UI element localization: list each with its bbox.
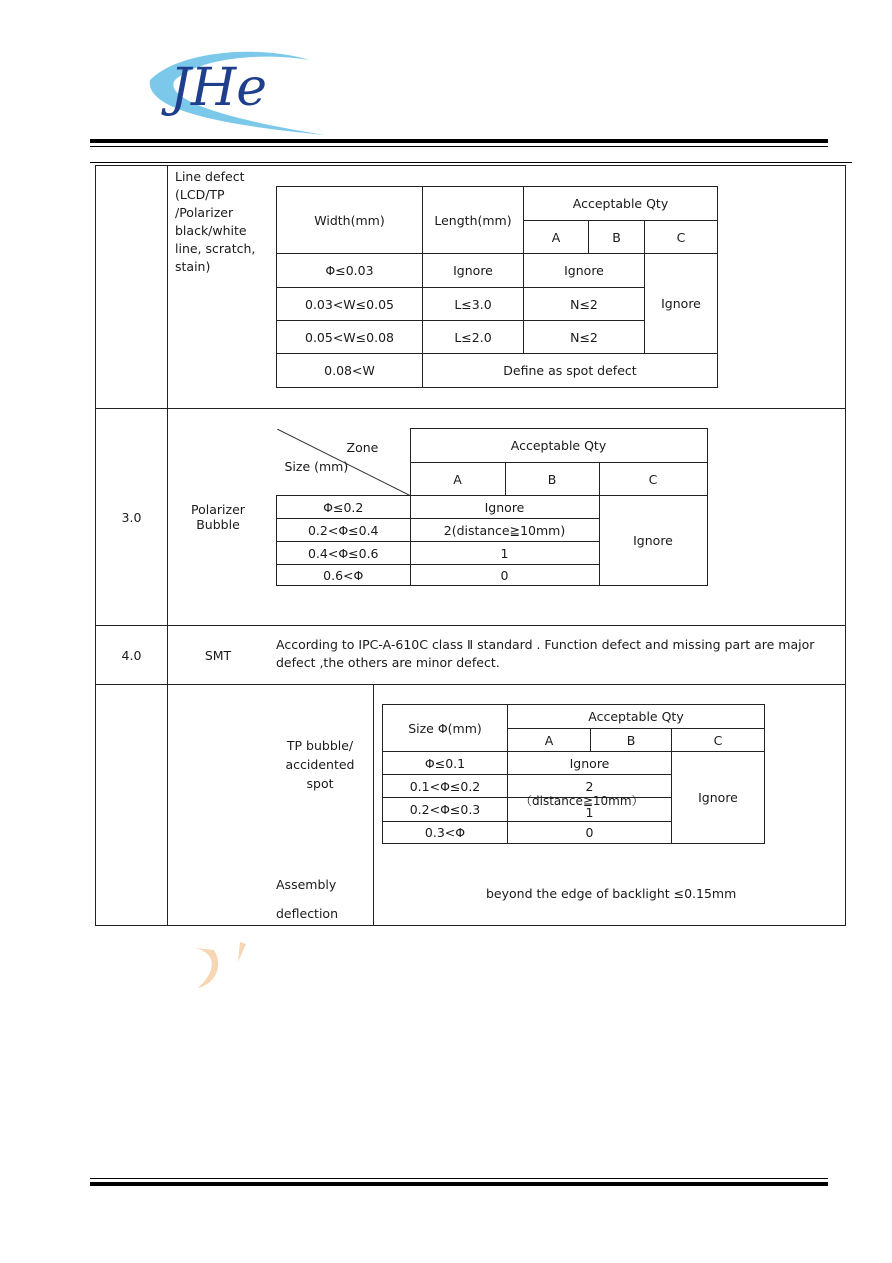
inspection-table bbox=[95, 165, 846, 926]
zone-c: C bbox=[599, 463, 707, 496]
table-cell: Ignore bbox=[410, 496, 599, 519]
table-cell: Φ≤0.2 bbox=[277, 496, 411, 519]
smt-description: According to IPC-A-610C class Ⅱ standard . Function defect and missing part are major defect ,the others are minor defect. bbox=[276, 637, 815, 670]
tp-bubble-table bbox=[382, 704, 765, 844]
zone-c: C bbox=[645, 221, 718, 254]
table-cell: 1 bbox=[410, 542, 599, 565]
polarizer-item: Polarizer Bubble bbox=[191, 502, 245, 532]
table-cell: 2 bbox=[508, 775, 672, 798]
col-header: Width(mm) bbox=[277, 187, 423, 254]
table-cell: 0.03<W≤0.05 bbox=[277, 288, 423, 321]
assembly-value: beyond the edge of backlight ≤0.15mm bbox=[486, 886, 737, 901]
zone-c: C bbox=[672, 729, 765, 752]
svg-text:JHe: JHe bbox=[170, 58, 267, 118]
table-cell: N≤2 bbox=[524, 288, 645, 321]
distance-note: （distance≧10mm） bbox=[520, 794, 644, 808]
diagonal-header: Zone Size (mm) bbox=[277, 429, 411, 496]
col-header: Size Φ(mm) bbox=[383, 705, 508, 752]
table-cell: 0.1<Φ≤0.2 bbox=[383, 775, 508, 798]
footer-rule-thick bbox=[90, 1182, 828, 1186]
table-cell: Φ≤0.03 bbox=[277, 254, 423, 288]
table-cell: Ignore bbox=[645, 254, 718, 354]
table-cell: Ignore bbox=[599, 496, 707, 586]
table-cell: 0.6<Φ bbox=[277, 565, 411, 586]
table-cell: 0.2<Φ≤0.3 bbox=[383, 798, 508, 822]
table-cell: 0.3<Φ bbox=[383, 822, 508, 844]
line-defect-item: Line defect (LCD/TP /Polarizer black/white line, scratch, stain) bbox=[175, 169, 256, 274]
table-cell: Ignore bbox=[524, 254, 645, 288]
table-cell: Ignore bbox=[672, 752, 765, 844]
zone-b: B bbox=[589, 221, 645, 254]
table-cell: Φ≤0.1 bbox=[383, 752, 508, 775]
line-defect-table bbox=[276, 186, 718, 388]
zone-a: A bbox=[508, 729, 591, 752]
smt-no: 4.0 bbox=[121, 647, 142, 663]
header-rule-thin bbox=[90, 146, 828, 147]
col-header: Length(mm) bbox=[423, 187, 524, 254]
tp-bubble-item: TP bubble/ accidented spot bbox=[285, 738, 355, 791]
table-cell: （distance≧10mm） 1 bbox=[508, 798, 672, 822]
zone-a: A bbox=[524, 221, 589, 254]
header-rule-long bbox=[90, 162, 852, 163]
header-rule-thick bbox=[90, 139, 828, 143]
table-cell: L≤3.0 bbox=[423, 288, 524, 321]
polarizer-table bbox=[276, 428, 708, 586]
table-cell: 0.2<Φ≤0.4 bbox=[277, 519, 411, 542]
table-cell: Define as spot defect bbox=[423, 354, 718, 388]
table-cell: 0 bbox=[508, 822, 672, 844]
col-header: Acceptable Qty bbox=[524, 187, 718, 221]
smt-item: SMT bbox=[204, 647, 232, 663]
zone-b: B bbox=[505, 463, 599, 496]
table-cell: 0.4<Φ≤0.6 bbox=[277, 542, 411, 565]
table-cell: 2(distance≧10mm) bbox=[410, 519, 599, 542]
table-cell: N≤2 bbox=[524, 321, 645, 354]
table-cell: 0.08<W bbox=[277, 354, 423, 388]
col-header: Acceptable Qty bbox=[508, 705, 765, 729]
zone-a: A bbox=[410, 463, 505, 496]
company-logo bbox=[140, 40, 330, 140]
table-cell: Ignore bbox=[508, 752, 672, 775]
col-header: Acceptable Qty bbox=[410, 429, 707, 463]
table-cell: 0 bbox=[410, 565, 599, 586]
polarizer-no: 3.0 bbox=[121, 509, 142, 525]
assembly-item: Assembly deflection bbox=[276, 877, 339, 921]
table-cell: 0.05<W≤0.08 bbox=[277, 321, 423, 354]
table-cell: L≤2.0 bbox=[423, 321, 524, 354]
table-cell: Ignore bbox=[423, 254, 524, 288]
watermark-swirl bbox=[188, 940, 258, 995]
zone-b: B bbox=[591, 729, 672, 752]
footer-rule-thin bbox=[90, 1178, 828, 1179]
